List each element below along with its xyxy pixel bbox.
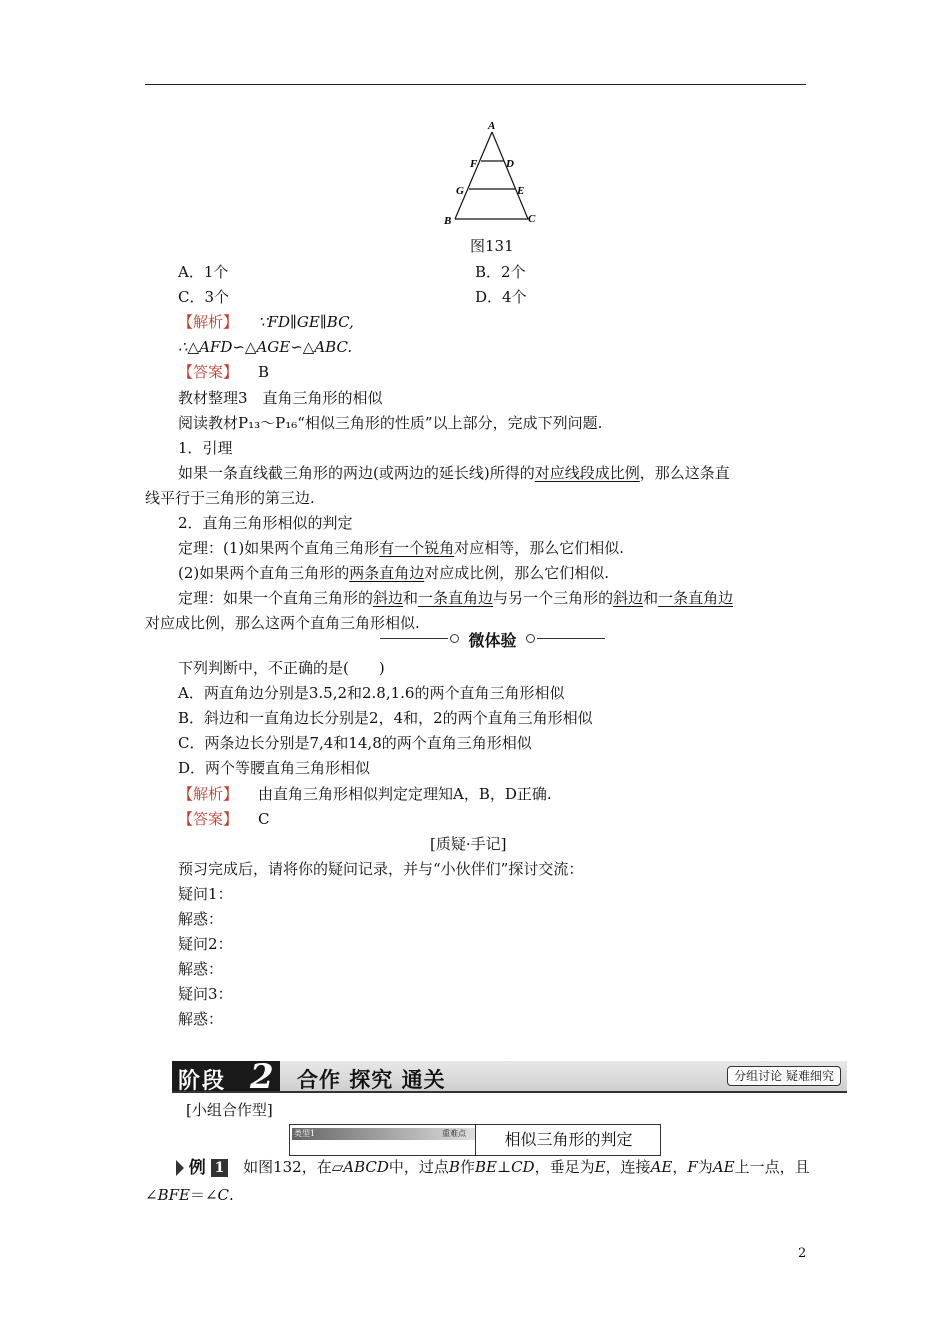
- analysis-tag: 【解析】: [178, 785, 239, 803]
- group-type: [小组合作型]: [186, 1101, 273, 1119]
- example-var: ABCD: [343, 1158, 389, 1176]
- theorem-part: 对应相等，那么它们相似.: [454, 539, 625, 557]
- type-box: [289, 1124, 661, 1156]
- example-text: ，: [672, 1158, 688, 1176]
- example-var: AE: [650, 1158, 673, 1176]
- weitiyan-divider: [380, 628, 605, 648]
- example-var: CD: [511, 1158, 535, 1176]
- notes-q2: 疑问2：: [178, 935, 233, 953]
- weitiyan-title: 微体验: [468, 631, 517, 650]
- type-title: 相似三角形的判定: [475, 1125, 661, 1155]
- example-text: 中，过点: [388, 1158, 449, 1176]
- example-text: 如图132，在▱: [243, 1158, 344, 1176]
- example-var: F: [687, 1158, 698, 1176]
- label-f: F: [470, 158, 478, 170]
- question-option-a: A．两直角边分别是3.5,2和2.8,1.6的两个直角三角形相似: [178, 684, 565, 702]
- judge-title: 2．直角三角形相似的判定: [178, 514, 353, 532]
- label-c: C: [528, 213, 536, 225]
- example-text: 为: [697, 1158, 713, 1176]
- label-d: D: [506, 158, 514, 170]
- theorem-2: [178, 563, 609, 583]
- notes-title: [质疑·手记]: [430, 835, 507, 853]
- example-var: BFE: [157, 1186, 190, 1204]
- label-a: A: [488, 120, 496, 132]
- stage-label: 阶段: [178, 1068, 227, 1094]
- section-read: 阅读教材P₁₃～P₁₆“相似三角形的性质”以上部分，完成下列问题.: [178, 414, 603, 432]
- example-var: BE: [474, 1158, 497, 1176]
- question-option-b: B．斜边和一直角边长分别是2，4和，2的两个直角三角形相似: [178, 709, 593, 727]
- example-text: ＝∠: [189, 1186, 218, 1204]
- option-c: C．3个: [178, 288, 230, 306]
- answer-tag: 【答案】: [178, 363, 239, 381]
- example-var: B: [448, 1158, 460, 1176]
- option-d: D．4个: [475, 288, 527, 306]
- lemma-part: ，那么这条直: [639, 464, 730, 482]
- example-number: 1: [211, 1159, 229, 1177]
- example-text: 作: [459, 1158, 475, 1176]
- theorem-underline: 有一个锐角: [379, 539, 455, 557]
- triangle-side-ac: [492, 132, 528, 219]
- label-g: G: [456, 185, 464, 197]
- analysis-line1: ∵FD∥GE∥BC,: [258, 313, 354, 331]
- lemma-text-2: 线平行于三角形的第三边.: [145, 489, 315, 507]
- answer-value: B: [258, 363, 270, 381]
- example-label: 例: [188, 1158, 206, 1178]
- example-text: 上一点，且: [734, 1158, 810, 1176]
- theorem-1: [178, 538, 624, 558]
- example-text: ，垂足为: [534, 1158, 595, 1176]
- section-title: 教材整理3 直角三角形的相似: [178, 389, 383, 407]
- question-option-c: C．两条边长分别是7,4和14,8的两个直角三角形相似: [178, 734, 532, 752]
- answer-value: C: [258, 810, 270, 828]
- example-var: AE: [712, 1158, 735, 1176]
- analysis-1: [178, 312, 354, 332]
- analysis-tag: 【解析】: [178, 313, 239, 331]
- lemma-title: 1．引理: [178, 439, 233, 457]
- analysis-text: 由直角三角形相似判定定理知A，B，D正确.: [258, 785, 552, 803]
- notes-s2: 解惑：: [178, 960, 224, 978]
- notes-intro: 预习完成后，请将你的疑问记录，并与“小伙伴们”探讨交流：: [178, 860, 584, 878]
- lemma-text: [178, 463, 730, 483]
- theorem-part: 定理：如果一个直角三角形的: [178, 589, 374, 607]
- example-text: .: [229, 1186, 234, 1204]
- theorem-part: 与另一个三角形的: [493, 589, 614, 607]
- triangle-side-ab: [455, 132, 492, 219]
- example-1-line2: [145, 1185, 234, 1205]
- stage-tagline: 分组讨论 疑难细究: [727, 1066, 841, 1086]
- theorem-part: (2)如果两个直角三角形的: [178, 564, 350, 582]
- notes-s3: 解惑：: [178, 1010, 224, 1028]
- analysis-2: [178, 784, 552, 804]
- notes-q3: 疑问3：: [178, 985, 233, 1003]
- answer-1: [178, 362, 269, 382]
- theorem-part: 定理：(1)如果两个直角三角形: [178, 539, 380, 557]
- stage-title: 合作 探究 通关: [297, 1067, 446, 1092]
- type-label: 类型1: [294, 1129, 316, 1138]
- theorem-part: 和: [643, 589, 659, 607]
- theorem-underline: 斜边: [613, 589, 644, 607]
- triangle-figure: [440, 118, 540, 230]
- notes-s1: 解惑：: [178, 910, 224, 928]
- label-e: E: [517, 185, 525, 197]
- question-option-d: D．两个等腰直角三角形相似: [178, 759, 371, 777]
- page-number: 2: [798, 1246, 807, 1261]
- figure-caption: 图131: [470, 237, 514, 255]
- theorem-underline: 两条直角边: [349, 564, 425, 582]
- theorem-3-cont: 对应成比例，那么这两个直角三角形相似.: [145, 614, 420, 632]
- lemma-underline: 对应线段成比例: [534, 464, 640, 482]
- example-arrow-icon: [176, 1160, 184, 1176]
- type-difficulty: 重难点: [442, 1129, 466, 1138]
- label-b: B: [444, 215, 452, 227]
- header-rule: [145, 84, 806, 85]
- example-text: ∠: [145, 1186, 158, 1204]
- lemma-part: 如果一条直线截三角形的两边(或两边的延长线)所得的: [178, 464, 535, 482]
- answer-tag: 【答案】: [178, 810, 239, 828]
- theorem-3: [178, 588, 733, 608]
- stage-number: 2: [250, 1057, 274, 1097]
- example-text: ⊥: [496, 1158, 512, 1176]
- theorem-part: 对应成比例，那么它们相似.: [424, 564, 610, 582]
- answer-2: [178, 809, 270, 829]
- example-var: C: [217, 1186, 230, 1204]
- theorem-underline: 一条直角边: [418, 589, 494, 607]
- theorem-underline: 一条直角边: [658, 589, 734, 607]
- option-b: B．2个: [475, 263, 526, 281]
- example-1: [176, 1156, 810, 1179]
- theorem-underline: 斜边: [373, 589, 404, 607]
- theorem-part: 和: [403, 589, 419, 607]
- notes-q1: 疑问1：: [178, 885, 233, 903]
- question-stem: 下列判断中，不正确的是( ): [178, 659, 385, 677]
- stage-banner: [172, 1057, 847, 1097]
- option-a: A．1个: [178, 263, 229, 281]
- example-text: ，连接: [605, 1158, 651, 1176]
- example-var: E: [594, 1158, 606, 1176]
- analysis-line2: ∴△AFD∽△AGE∽△ABC.: [178, 338, 353, 356]
